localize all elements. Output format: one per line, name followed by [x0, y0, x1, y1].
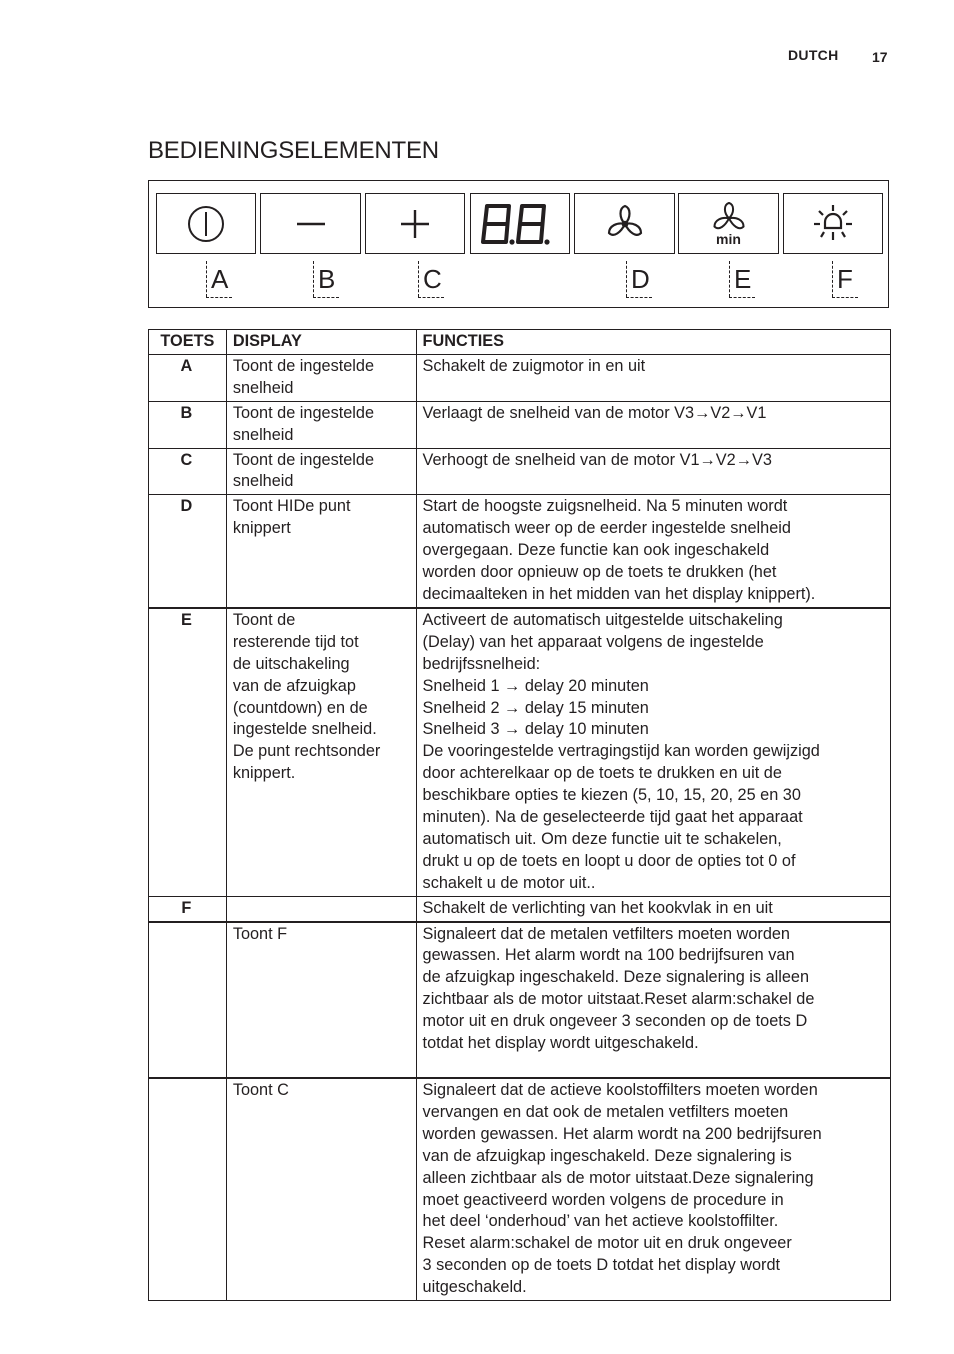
function-line: vervangen en dat ook de metalen vetfilters moeten	[422, 1102, 789, 1121]
display-line: Toont de ingestelde	[232, 356, 375, 375]
section-title: BEDIENINGSELEMENTEN	[148, 137, 439, 164]
function-line: decimaalteken in het midden van het display knippert).	[422, 584, 816, 603]
marker-label: A	[211, 264, 229, 294]
row-functions	[416, 896, 890, 921]
display-line: resterende tijd tot	[232, 632, 359, 651]
function-line: Schakelt de verlichting van het kookvlak in en uit	[422, 898, 773, 917]
function-line: overgegaan. Deze functie kan ook ingeschakeld	[422, 541, 770, 560]
function-line: moet geactiveerd worden volgens de procedure in	[422, 1190, 784, 1209]
header-key: TOETS	[149, 330, 227, 355]
display-line: Toont HIDe punt	[232, 497, 351, 516]
minus-button	[260, 193, 361, 254]
marker-c	[418, 261, 448, 299]
display-segment	[470, 193, 570, 254]
function-line: Snelheid 2 → delay 15 minuten	[422, 698, 649, 717]
table-row	[149, 401, 891, 448]
row-functions	[416, 401, 890, 448]
function-line: de afzuigkap ingeschakeld. Deze signalering is alleen	[422, 968, 810, 987]
display-line: Toont F	[232, 924, 288, 943]
function-line: (Delay) van het apparaat volgens de ingestelde	[422, 632, 764, 651]
table-row	[149, 354, 891, 401]
marker-label: F	[837, 264, 853, 294]
marker-b	[313, 261, 343, 299]
minus-icon	[291, 204, 331, 244]
function-line: gewassen. Het alarm wordt na 100 bedrijfsuren van	[422, 946, 795, 965]
row-display	[226, 896, 416, 921]
row-display	[226, 401, 416, 448]
function-line: Signaleert dat de metalen vetfilters moeten worden	[422, 924, 790, 943]
row-functions	[416, 922, 890, 1078]
table-row	[149, 922, 891, 1078]
display-line: Toont de	[232, 610, 296, 629]
control-panel-diagram	[148, 180, 889, 308]
row-display	[226, 495, 416, 608]
plus-button	[365, 193, 465, 254]
row-key: C	[149, 448, 227, 495]
function-line: 3 seconden op de toets D totdat het display wordt	[422, 1256, 781, 1275]
row-key: B	[149, 401, 227, 448]
row-functions	[416, 608, 890, 896]
row-key: E	[149, 608, 227, 896]
fan-min-icon	[709, 202, 749, 232]
function-line: Snelheid 3 → delay 10 minuten	[422, 720, 649, 739]
function-line: Reset alarm:schakel de motor uit en druk ongeveer	[422, 1234, 792, 1253]
light-icon	[811, 202, 855, 246]
header-functions: FUNCTIES	[416, 330, 890, 355]
light-button	[783, 193, 883, 254]
fan-button	[574, 193, 675, 254]
display-line: Toont de ingestelde	[232, 403, 375, 422]
function-line: Verlaagt de snelheid van de motor V3→V2→V1	[422, 403, 767, 422]
function-line: Signaleert dat de actieve koolstoffilters moeten worden	[422, 1081, 818, 1099]
table-header-row	[149, 330, 891, 355]
page-number: 17	[872, 49, 888, 65]
function-line: worden gewassen. Het alarm wordt na 200 bedrijfsuren	[422, 1124, 822, 1143]
function-line: automatisch weer op de eerder ingestelde snelheid	[422, 519, 791, 538]
row-key	[149, 1078, 227, 1301]
function-line: Schakelt de zuigmotor in en uit	[422, 356, 646, 375]
display-line: ingestelde snelheid.	[232, 720, 377, 739]
plus-icon	[395, 204, 435, 244]
function-line: beschikbare opties te kiezen (5, 10, 15, 20, 25 en 30	[422, 786, 801, 805]
table-row	[149, 448, 891, 495]
display-line: van de afzuigkap	[232, 676, 356, 695]
row-key: D	[149, 495, 227, 608]
header-language: DUTCH	[788, 47, 839, 63]
header-display: DISPLAY	[226, 330, 416, 355]
display-line: snelheid	[232, 378, 294, 397]
display-line: Toont C	[232, 1081, 289, 1099]
function-line: De vooringestelde vertragingstijd kan worden gewijzigd	[422, 742, 820, 761]
table-row	[149, 495, 891, 608]
display-line: snelheid	[232, 425, 294, 444]
marker-label: C	[423, 264, 442, 294]
row-display	[226, 922, 416, 1078]
display-line: snelheid	[232, 472, 294, 491]
display-line: De punt rechtsonder	[232, 742, 381, 761]
function-line: Verhoogt de snelheid van de motor V1→V2→V3	[422, 450, 772, 469]
row-functions	[416, 448, 890, 495]
row-key: A	[149, 354, 227, 401]
fan-icon	[603, 202, 647, 246]
marker-label: E	[734, 264, 752, 294]
marker-f	[832, 261, 862, 299]
display-line: Toont de ingestelde	[232, 450, 375, 469]
table-row	[149, 608, 891, 896]
function-line: drukt u op de toets en loopt u door de opties tot 0 of	[422, 851, 796, 870]
display-line: knippert.	[232, 764, 296, 783]
function-line: zichtbaar als de motor uitstaat.Reset alarm:schakel de	[422, 990, 815, 1009]
function-line: automatisch uit. Om deze functie uit te schakelen,	[422, 829, 782, 848]
function-line: bedrijfssnelheid:	[422, 654, 541, 673]
power-icon	[186, 204, 226, 244]
marker-label: B	[318, 264, 336, 294]
function-line: het deel ‘onderhoud’ van het actieve koolstoffilter.	[422, 1212, 779, 1231]
function-table	[148, 329, 891, 1301]
marker-e	[729, 261, 759, 299]
marker-a	[206, 261, 236, 299]
function-line: totdat het display wordt uitgeschakeld.	[422, 1034, 699, 1053]
function-line: motor uit en druk ongeveer 3 seconden op de toets D	[422, 1012, 808, 1031]
display-line: (countdown) en de	[232, 698, 368, 717]
marker-label: D	[631, 264, 650, 294]
row-display	[226, 354, 416, 401]
display-line: knippert	[232, 519, 291, 538]
marker-d	[626, 261, 656, 299]
row-display	[226, 608, 416, 896]
fan-min-label: min	[716, 230, 741, 247]
row-key: F	[149, 896, 227, 921]
row-display	[226, 448, 416, 495]
function-line: door achterelkaar op de toets te drukken en uit de	[422, 764, 782, 783]
function-line: Start de hoogste zuigsnelheid. Na 5 minuten wordt	[422, 497, 788, 516]
function-line: schakelt u de motor uit..	[422, 873, 596, 892]
function-line: alleen zichtbaar als de motor uitstaat.Deze signalering	[422, 1168, 814, 1187]
function-line: Snelheid 1 → delay 20 minuten	[422, 676, 649, 695]
function-line: minuten). Na de geselecteerde tijd gaat het apparaat	[422, 808, 803, 827]
function-line: uitgeschakeld.	[422, 1278, 527, 1297]
table-row	[149, 1078, 891, 1301]
power-button	[156, 193, 256, 254]
function-line: worden door opnieuw op de toets te drukken (het	[422, 563, 777, 582]
display-line: de uitschakeling	[232, 654, 350, 673]
row-display	[226, 1078, 416, 1301]
fan-min-button	[678, 193, 779, 254]
row-functions	[416, 354, 890, 401]
row-key	[149, 922, 227, 1078]
seven-segment-display-icon	[478, 199, 562, 249]
function-line: Activeert de automatisch uitgestelde uitschakeling	[422, 610, 783, 629]
row-functions	[416, 1078, 890, 1301]
table-row	[149, 896, 891, 921]
row-functions	[416, 495, 890, 608]
function-line: van de afzuigkap ingeschakeld. Deze signalering is	[422, 1146, 792, 1165]
